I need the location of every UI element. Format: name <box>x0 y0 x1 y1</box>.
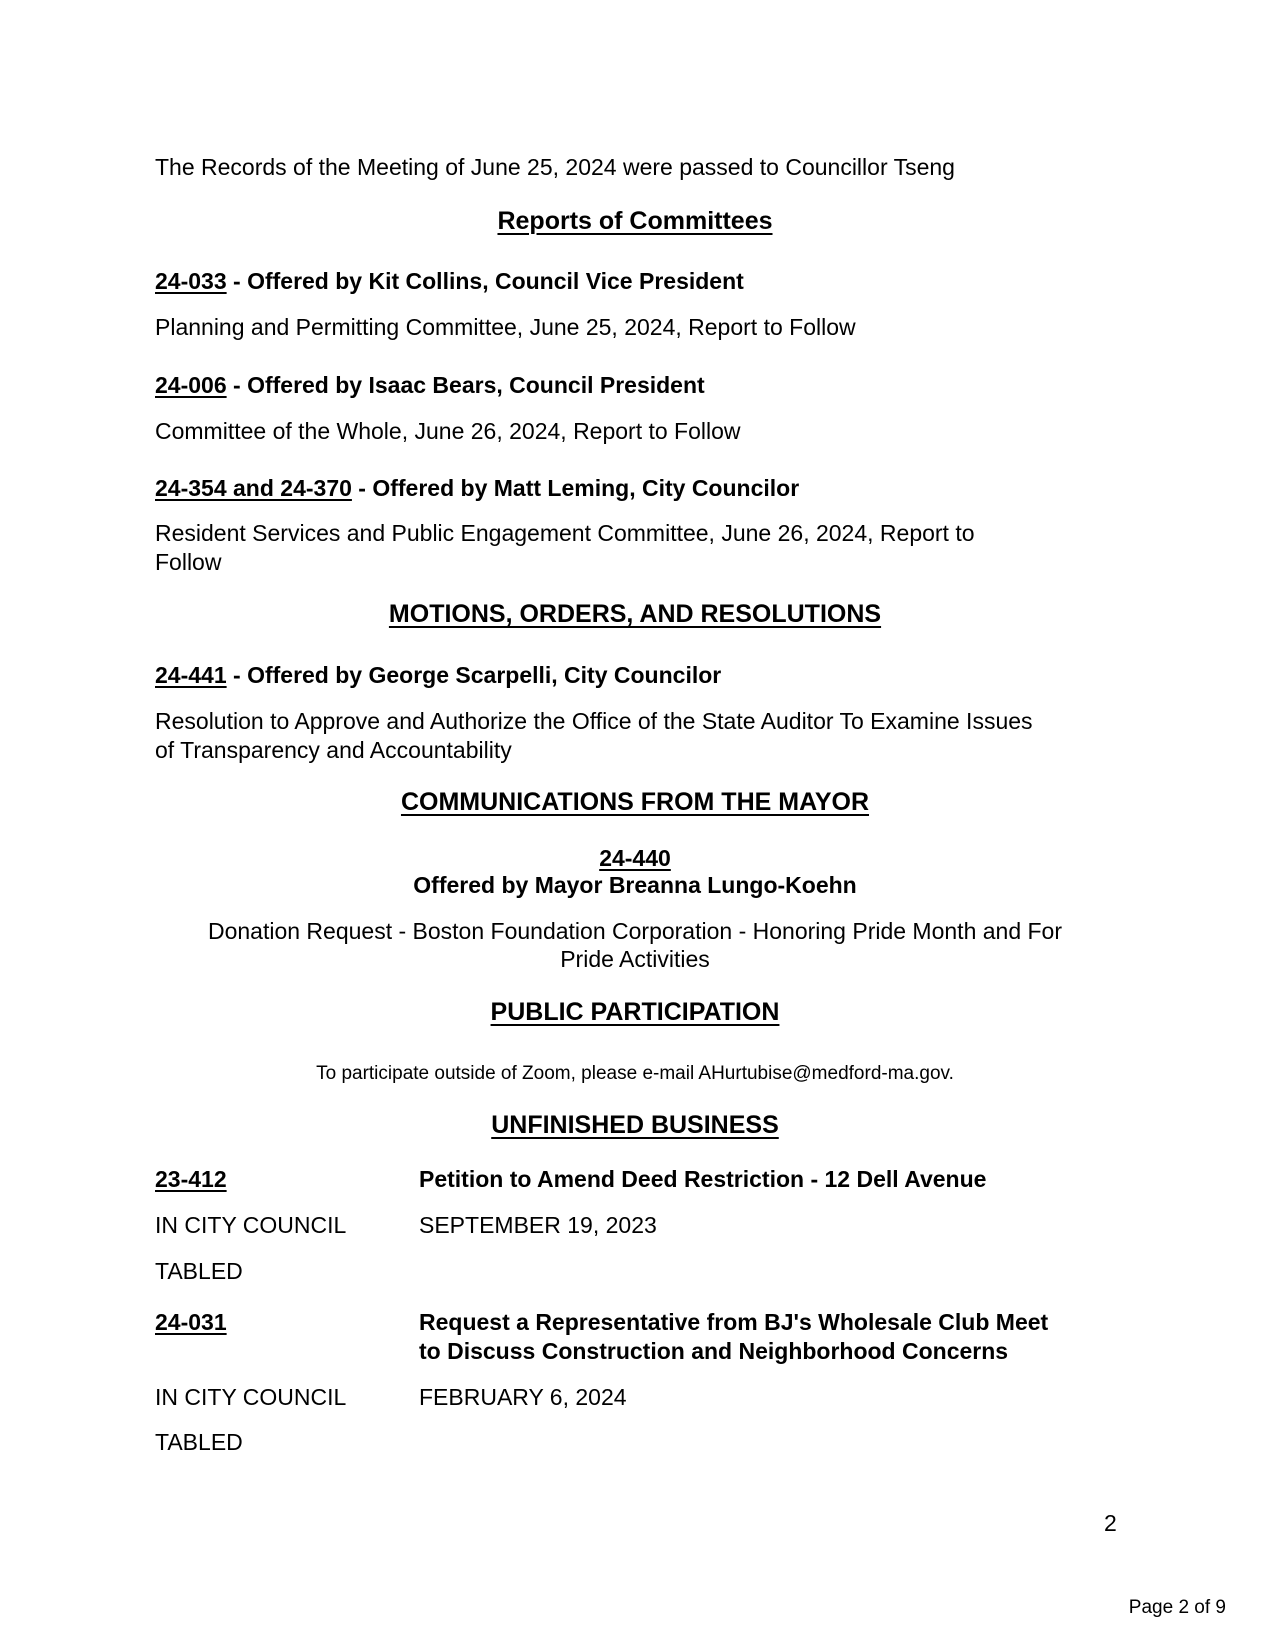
mayor-heading: COMMUNICATIONS FROM THE MAYOR <box>400 788 870 816</box>
public-text: To participate outside of Zoom, please e-mail AHurtubise@medford-ma.gov. <box>316 1063 954 1084</box>
item-number: 23-412 <box>155 1166 227 1192</box>
offered-by: - Offered by George Scarpelli, City Councilor <box>226 662 722 688</box>
unfinished-heading: UNFINISHED BUSINESS <box>491 1111 779 1139</box>
report-item-title <box>155 474 799 503</box>
report-item-title <box>155 371 705 400</box>
item-status: IN CITY COUNCIL <box>155 1384 347 1410</box>
item-status: IN CITY COUNCIL <box>155 1212 347 1238</box>
motion-title <box>155 661 721 690</box>
offered-by: - Offered by Matt Leming, City Councilor <box>351 475 800 501</box>
mayor-text: Pride Activities <box>560 946 710 972</box>
public-heading: PUBLIC PARTICIPATION <box>490 998 780 1026</box>
offered-by: Offered by Mayor Breanna Lungo-Koehn <box>413 872 857 898</box>
item-number: 24-354 and 24-370 <box>155 475 352 501</box>
reports-heading: Reports of Committees <box>497 207 773 235</box>
item-number: 24-033 <box>155 268 227 294</box>
page-of: Page 2 of 9 <box>1128 1597 1226 1618</box>
item-title: to Discuss Construction and Neighborhood Concerns <box>419 1338 1009 1364</box>
motion-text: Resolution to Approve and Authorize the Office of the State Auditor To Examine Issues <box>155 708 1033 734</box>
item-number: 24-440 <box>599 845 671 871</box>
motion-text: of Transparency and Accountability <box>155 737 512 763</box>
report-item-text: Follow <box>155 549 222 575</box>
offered-by: - Offered by Kit Collins, Council Vice President <box>226 268 744 294</box>
records-note: The Records of the Meeting of June 25, 2024 were passed to Councillor Tseng <box>155 154 955 180</box>
report-item-text: Resident Services and Public Engagement Committee, June 26, 2024, Report to <box>155 520 975 546</box>
offered-by: - Offered by Isaac Bears, Council President <box>226 372 705 398</box>
item-date: FEBRUARY 6, 2024 <box>419 1384 627 1410</box>
item-action: TABLED <box>155 1429 243 1455</box>
item-title: Petition to Amend Deed Restriction - 12 Dell Avenue <box>419 1166 987 1192</box>
item-date: SEPTEMBER 19, 2023 <box>419 1212 657 1238</box>
motions-heading: MOTIONS, ORDERS, AND RESOLUTIONS <box>388 600 882 628</box>
mayor-text: Donation Request - Boston Foundation Corporation - Honoring Pride Month and For <box>207 918 1063 944</box>
item-title: Request a Representative from BJ's Wholesale Club Meet <box>419 1309 1049 1335</box>
item-action: TABLED <box>155 1258 243 1284</box>
report-item-text: Committee of the Whole, June 26, 2024, Report to Follow <box>155 418 741 444</box>
item-number: 24-441 <box>155 662 227 688</box>
page-number: 2 <box>1104 1510 1117 1536</box>
item-number: 24-031 <box>155 1309 227 1335</box>
item-number: 24-006 <box>155 372 227 398</box>
report-item-title <box>155 267 744 296</box>
report-item-text: Planning and Permitting Committee, June 25, 2024, Report to Follow <box>155 314 856 340</box>
